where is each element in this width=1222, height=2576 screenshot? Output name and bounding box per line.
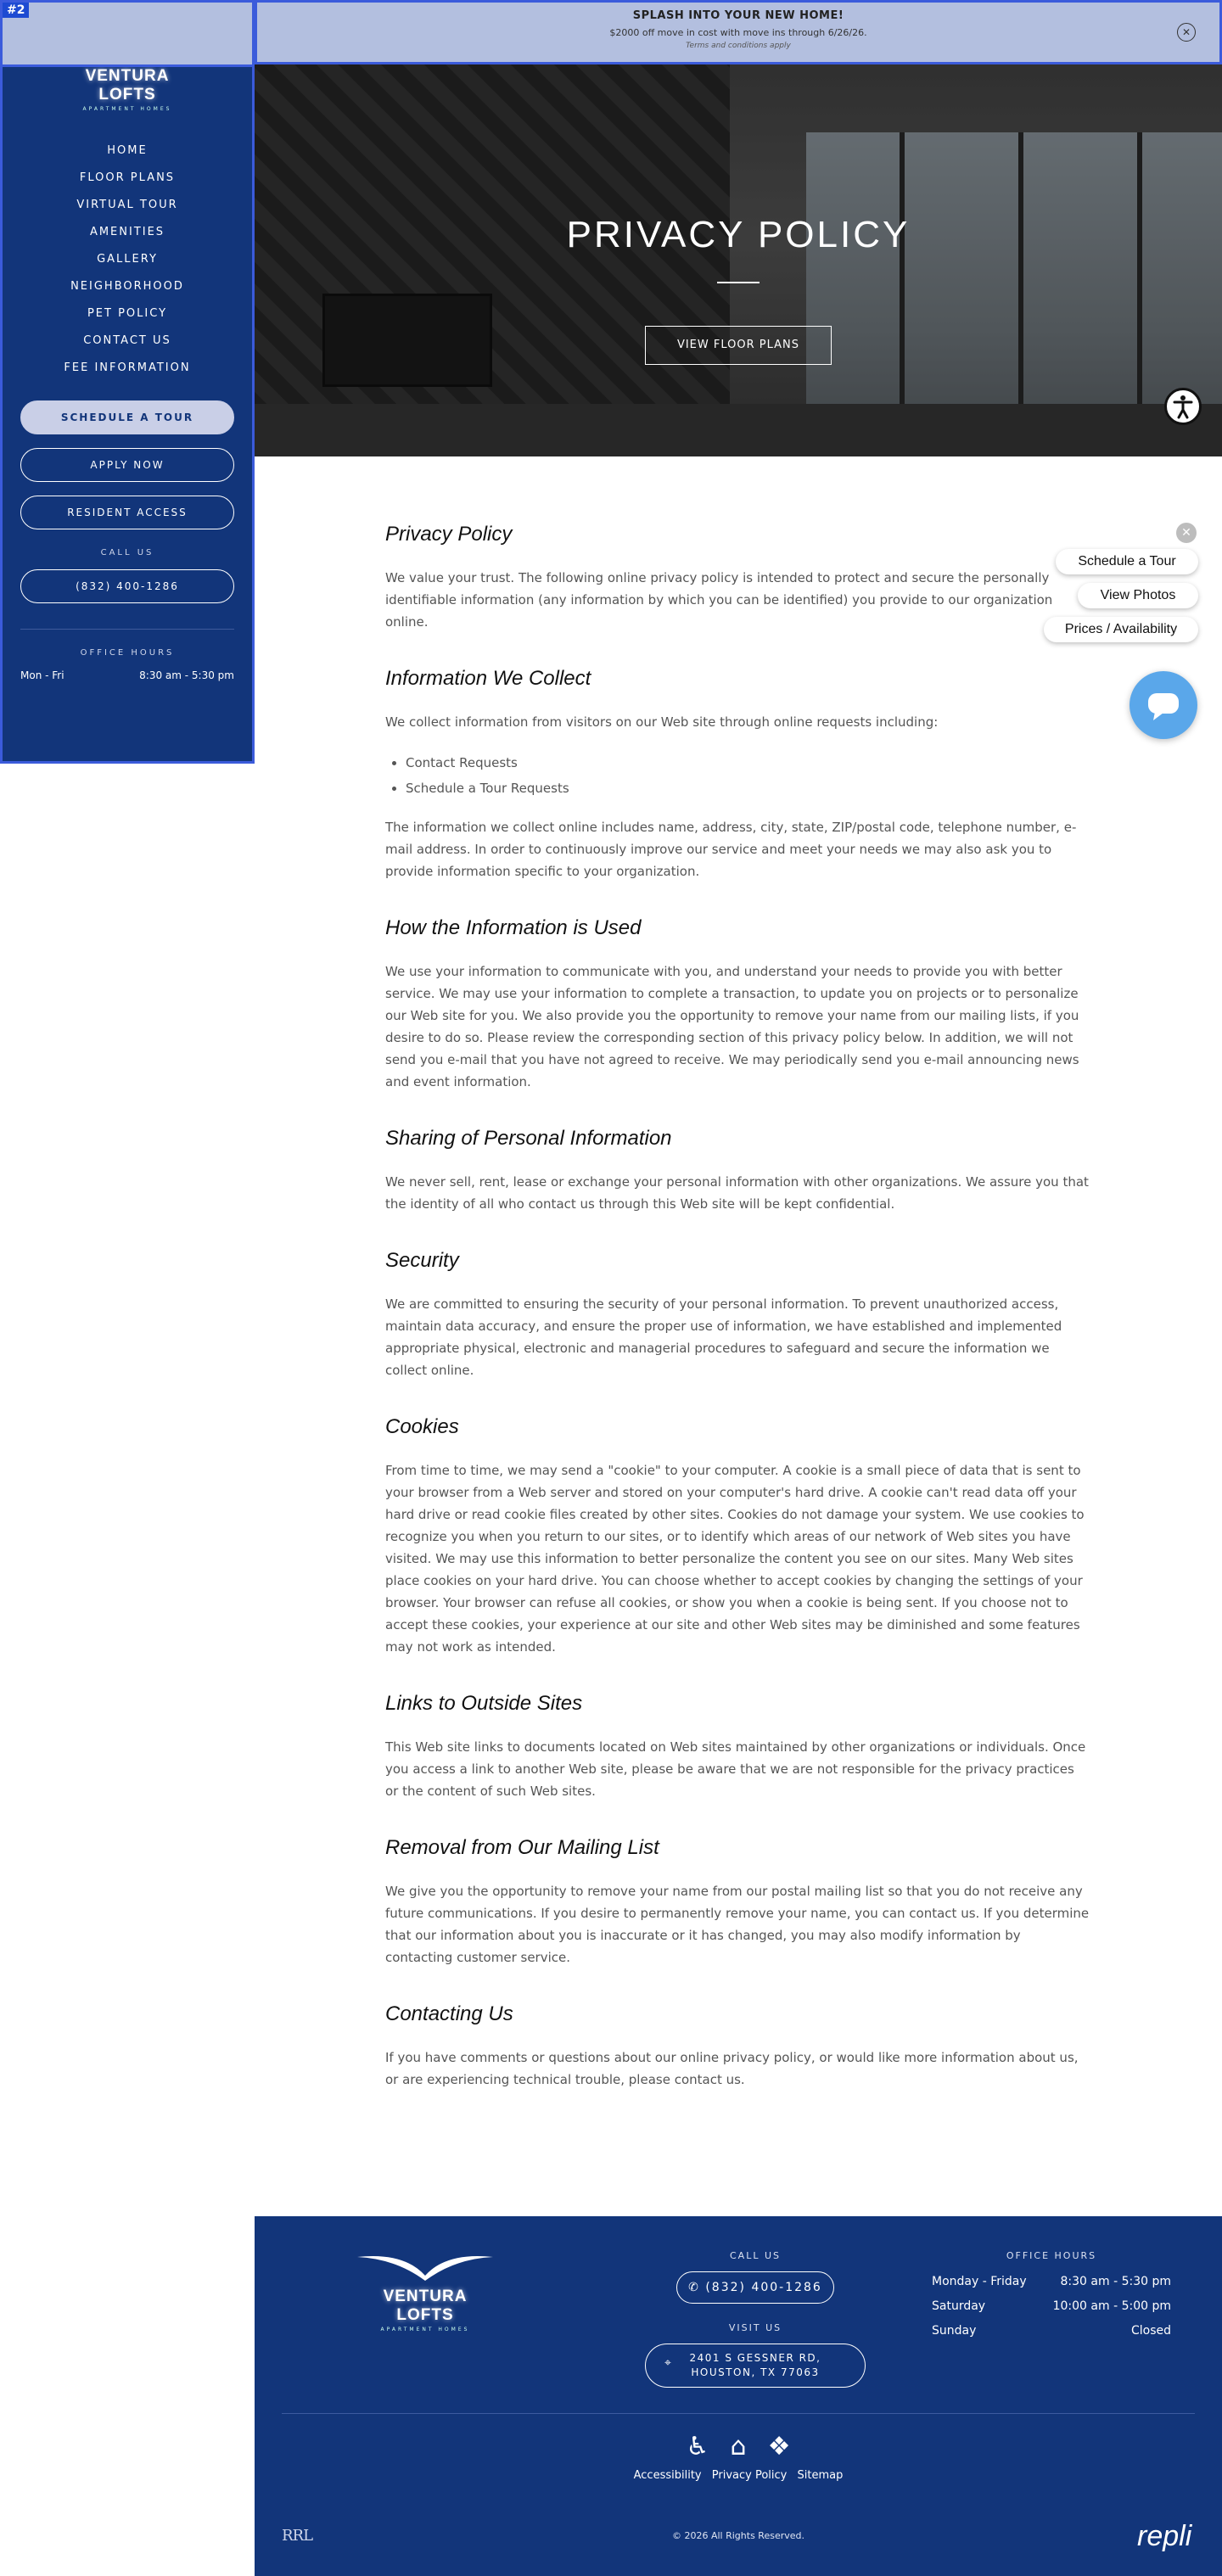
address-line-1: 2401 S GESSNER RD, — [689, 2352, 821, 2364]
phone-button[interactable]: (832) 400-1286 — [20, 569, 234, 603]
view-floor-plans-button[interactable]: VIEW FLOOR PLANS — [645, 326, 832, 365]
section-paragraph: We value your trust. The following online privacy policy is intended to protect and secure the personally identifiable information (any information by which you can be identified) you provide to our organization online. — [385, 570, 1053, 630]
hours-day: Sunday — [932, 2324, 977, 2338]
footer-link-sitemap[interactable]: Sitemap — [797, 2469, 844, 2482]
sidebar-actions — [3, 400, 252, 529]
office-hours-row — [20, 669, 234, 681]
chat-icon[interactable] — [1130, 671, 1197, 739]
phone-icon: ✆ — [688, 2281, 706, 2294]
collect-list — [406, 750, 1090, 801]
office-hours-label: OFFICE HOURS — [80, 648, 175, 658]
nav-virtual-tour[interactable]: VIRTUAL TOUR — [76, 199, 178, 211]
logo-wing-icon — [353, 2250, 497, 2284]
section-heading: Sharing of Personal Information — [385, 1127, 672, 1150]
hours-row — [932, 2319, 1171, 2344]
section-paragraph: We are committed to ensuring the security of your personal information. To prevent unauthorized access, maintain data accuracy, and ensure the proper use of information, we have established and implemented appropriate physical, electronic and managerial procedures to safeguard and secure the information we collect online. — [385, 1296, 1062, 1378]
repli-logo[interactable]: repli — [1137, 2520, 1192, 2552]
logo-subtext: APARTMENT HOMES — [380, 2327, 470, 2332]
footer-address-button[interactable] — [645, 2344, 866, 2388]
nav-fee-information[interactable]: FEE INFORMATION — [64, 361, 191, 374]
banner-close-icon[interactable]: ✕ — [1177, 23, 1196, 42]
location-pin-icon: ⌖ — [664, 2356, 673, 2370]
sidebar — [0, 0, 255, 764]
management-logo[interactable]: RRL — [282, 2527, 313, 2545]
element-badge: #2 — [3, 3, 29, 18]
nav-gallery[interactable]: GALLERY — [97, 253, 158, 266]
footer-phone-button[interactable] — [676, 2271, 834, 2304]
section-paragraph: The information we collect online includes name, address, city, state, ZIP/postal code, telephone number, e-mail address. In order to continuously improve our service and meet your needs we may also ask you to provide information specific to your organization. — [385, 820, 1077, 879]
footer-divider — [282, 2413, 1195, 2414]
sidebar-header — [3, 3, 252, 67]
section-privacy-policy — [385, 523, 1090, 633]
wheelchair-icon: ♿ — [686, 2432, 709, 2461]
banner-title: SPLASH INTO YOUR NEW HOME! — [632, 9, 844, 22]
footer-hours-label: OFFICE HOURS — [1006, 2250, 1097, 2261]
hours-time: 8:30 am - 5:30 pm — [139, 669, 234, 681]
footer-visit-label: VISIT US — [728, 2322, 782, 2333]
nav-amenities[interactable]: AMENITIES — [89, 226, 165, 238]
footer-link-privacy-policy[interactable]: Privacy Policy — [711, 2469, 788, 2482]
section-heading: Removal from Our Mailing List — [385, 1836, 659, 1859]
section-security — [385, 1249, 1090, 1381]
section-information-used — [385, 916, 1090, 1093]
nav-neighborhood[interactable]: NEIGHBORHOOD — [70, 280, 184, 293]
section-paragraph: From time to time, we may send a "cookie" to your computer. A cookie is a small piece of data that is sent to your browser from a Web server and stored on your computer's hard drive. A cookie can't read data off your hard drive or read cookie files created by other sites. Cookies do not damage your system. We use cookies to recognize you when you return to our sites, or to identify which areas of our network of Web sites you have visited. We may use this information to better personalize the content you see on our sites. Many Web sites place cookies on your hard drive. You can choose whether to accept cookies by changing the settings of your browser. Your browser can refuse all cookies, or show you when a cookie is being sent. If you choose not to accept these cookies, your experience at our site and other Web sites may be diminished and some features may not work as intended. — [385, 1463, 1085, 1655]
hours-day: Monday - Friday — [932, 2275, 1027, 2288]
logo-subtext: APARTMENT HOMES — [82, 106, 172, 112]
privacy-policy-content — [385, 523, 1090, 2125]
copyright: © 2026 All Rights Reserved. — [671, 2530, 804, 2541]
nav-home[interactable]: HOME — [107, 144, 148, 157]
sidebar-nav — [3, 137, 252, 382]
hours-time: 10:00 am - 5:00 pm — [1052, 2299, 1171, 2313]
section-heading: Security — [385, 1249, 459, 1272]
section-sharing — [385, 1127, 1090, 1215]
section-heading: How the Information is Used — [385, 916, 642, 939]
widget-schedule-tour[interactable]: Schedule a Tour — [1056, 549, 1198, 574]
section-mailing-list — [385, 1836, 1090, 1968]
nav-pet-policy[interactable]: PET POLICY — [87, 307, 168, 320]
footer — [255, 2216, 1222, 2576]
section-paragraph: This Web site links to documents located on Web sites maintained by other organizations or individuals. Once you access a link to another Web site, please be aware that we are not responsible for the privacy practices or the content of such Web sites. — [385, 1739, 1086, 1799]
compliance-icons — [255, 2432, 1222, 2461]
paw-icon: ❖ — [767, 2432, 791, 2461]
resident-access-button[interactable]: RESIDENT ACCESS — [20, 496, 234, 529]
section-paragraph: We give you the opportunity to remove your name from our postal mailing list so that you do not receive any future communications. If you desire to permanently remove your name, you can contact us. If you determine that our information about you is inaccurate or it has changed, you may also modify information by contacting customer service. — [385, 1884, 1090, 1965]
section-paragraph: We collect information from visitors on our Web site through online requests including: — [385, 714, 939, 730]
footer-call-label: CALL US — [730, 2250, 781, 2261]
list-item: • Schedule a Tour Requests — [406, 776, 1090, 801]
footer-office-hours — [932, 2250, 1171, 2344]
hero — [255, 64, 1222, 456]
hours-time: Closed — [1130, 2324, 1171, 2338]
section-heading: Links to Outside Sites — [385, 1692, 583, 1715]
page-title: PRIVACY POLICY — [566, 214, 911, 255]
banner-terms[interactable]: Terms and conditions apply — [686, 42, 791, 50]
apply-now-button[interactable]: APPLY NOW — [20, 448, 234, 482]
footer-logo[interactable] — [353, 2250, 497, 2332]
section-paragraph: If you have comments or questions about our online privacy policy, or would like more information about us, or are experiencing technical trouble, please contact us. — [385, 2050, 1079, 2087]
widget-view-photos[interactable]: View Photos — [1078, 583, 1198, 608]
footer-link-accessibility[interactable]: Accessibility — [633, 2469, 702, 2482]
logo-text: VENTURA LOFTS — [85, 67, 170, 104]
section-paragraph: We never sell, rent, lease or exchange your personal information with other organizations. We assure you that the identity of all who contact us through this Web site will be kept confidential. — [385, 1174, 1089, 1212]
accessibility-icon[interactable] — [1164, 388, 1202, 425]
section-heading: Information We Collect — [385, 667, 591, 690]
footer-contact — [628, 2250, 883, 2388]
sidebar-divider — [20, 629, 234, 630]
hero-overlay — [255, 64, 1222, 456]
hours-time: 8:30 am - 5:30 pm — [1060, 2275, 1171, 2288]
hours-day: Mon - Fri — [20, 669, 64, 681]
widget-prices-availability[interactable]: Prices / Availability — [1044, 617, 1198, 642]
footer-phone: (832) 400-1286 — [705, 2281, 822, 2294]
nav-contact-us[interactable]: CONTACT US — [83, 334, 171, 347]
address-line-2: HOUSTON, TX 77063 — [691, 2366, 820, 2378]
section-heading: Privacy Policy — [385, 523, 513, 546]
footer-links — [255, 2469, 1222, 2482]
widget-close-icon[interactable]: ✕ — [1176, 523, 1197, 543]
title-underline — [717, 282, 760, 283]
logo-text: VENTURA LOFTS — [383, 2288, 468, 2324]
section-cookies — [385, 1415, 1090, 1658]
banner-text: $2000 off move in cost with move ins through 6/26/26. — [609, 27, 867, 38]
list-item: • Contact Requests — [406, 750, 1090, 776]
equal-housing-icon: ⌂ — [730, 2432, 747, 2461]
call-us-label: CALL US — [100, 548, 154, 557]
section-outside-links — [385, 1692, 1090, 1802]
hours-row — [932, 2270, 1171, 2294]
section-contacting-us — [385, 2002, 1090, 2091]
section-heading: Contacting Us — [385, 2002, 513, 2025]
section-information-we-collect — [385, 667, 1090, 882]
nav-floor-plans[interactable]: FLOOR PLANS — [79, 171, 176, 184]
hours-day: Saturday — [932, 2299, 986, 2313]
section-heading: Cookies — [385, 1415, 459, 1438]
hours-row — [932, 2294, 1171, 2319]
schedule-tour-button[interactable]: SCHEDULE A TOUR — [20, 400, 234, 434]
section-paragraph: We use your information to communicate with you, and understand your needs to provide you with better service. We may use your information to complete a transaction, to update you on projects or to personalize our Web site for you. We also provide you the opportunity to remove your name from our mailing lists, if you desire to do so. Please review the corresponding section of this privacy policy below. In addition, we will not send you e-mail that you have not agreed to receive. We may periodically send you e-mail announcing news and event information. — [385, 964, 1079, 1089]
announcement-banner — [255, 0, 1222, 64]
